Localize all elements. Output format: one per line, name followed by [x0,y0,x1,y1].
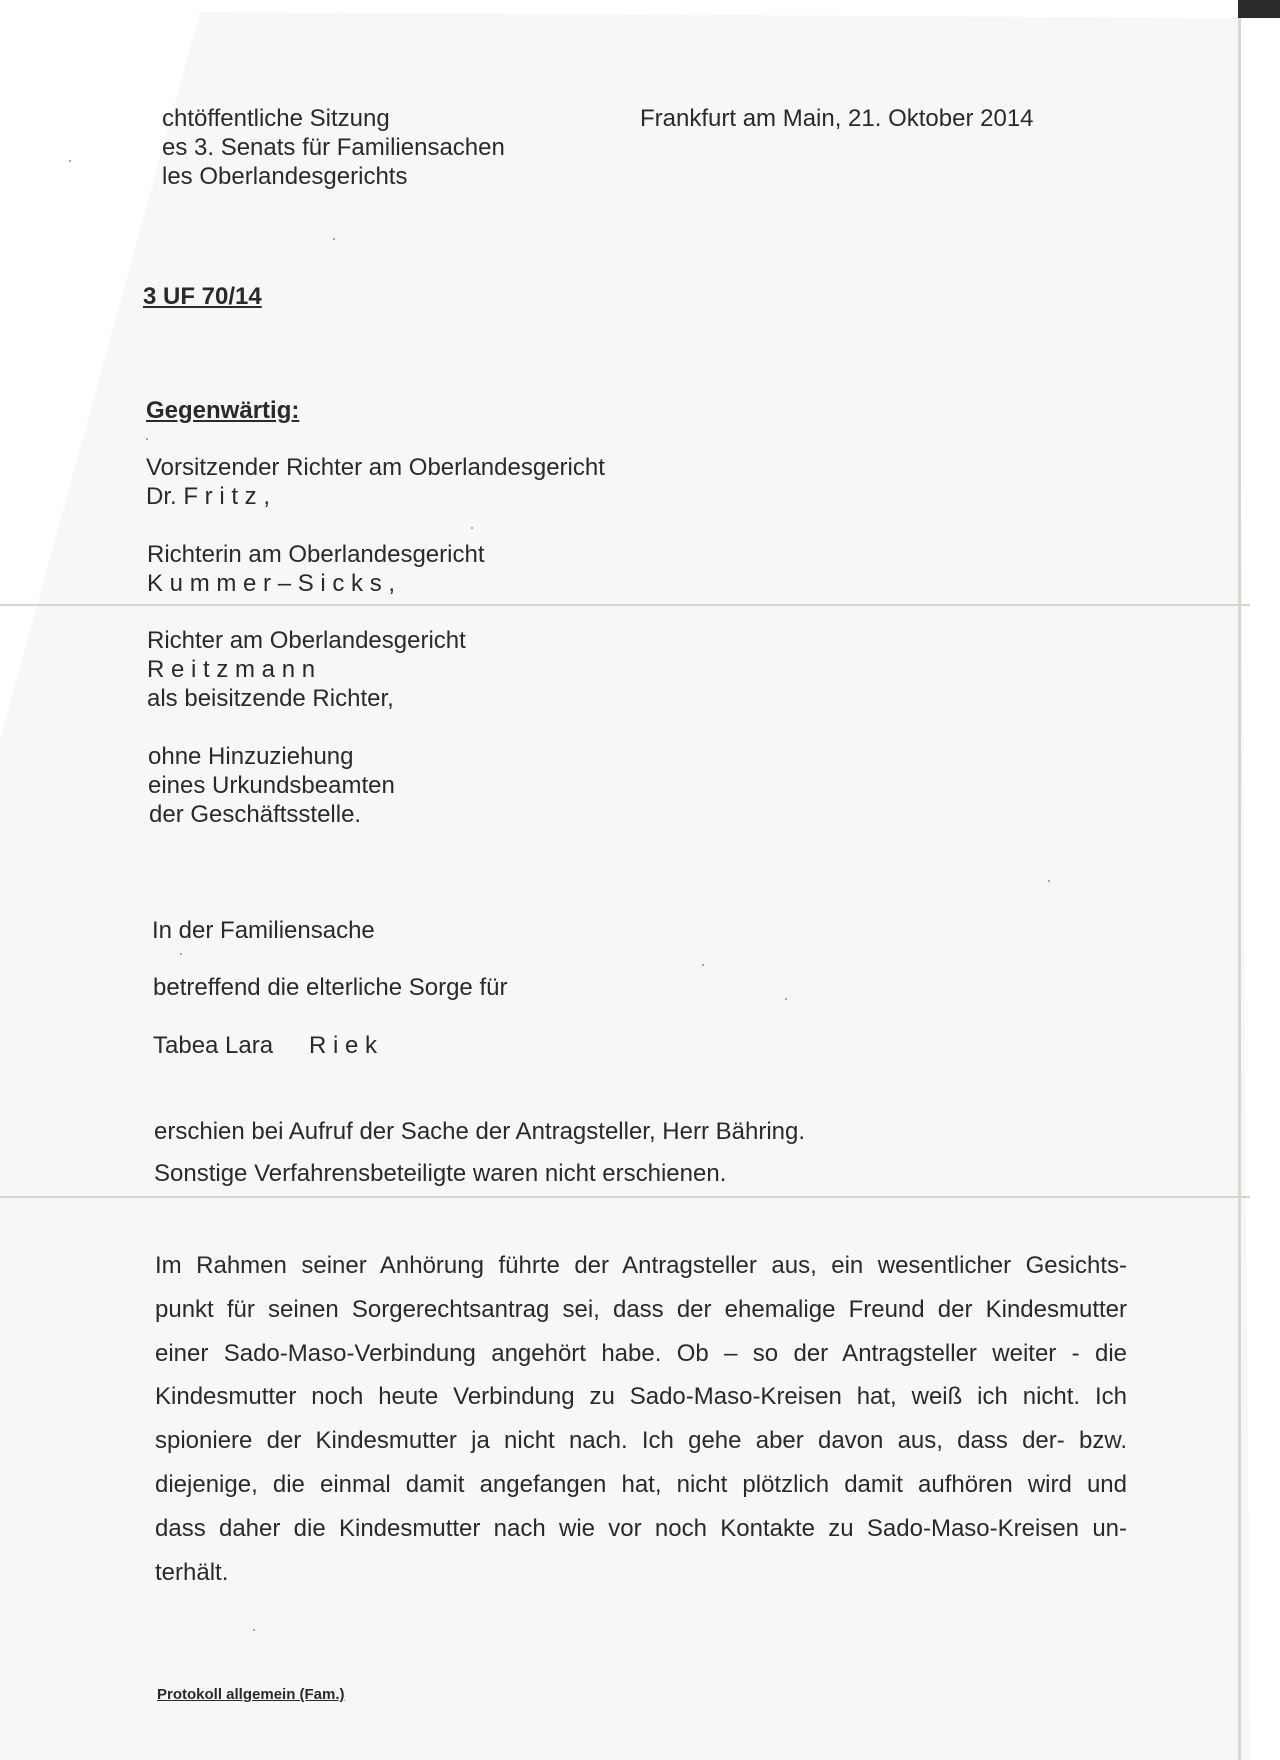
scan-speck [253,1629,255,1631]
judge-role: als beisitzende Richter, [147,685,394,712]
judge-name: R e i t z m a n n [147,656,316,683]
statement-paragraph [155,1244,1127,1594]
paper-right-edge [1238,18,1241,1760]
statement-line: einer Sado-Maso-Verbindung angehört habe. Ob – so der Antragsteller weiter - die [155,1339,1127,1367]
judge-name: Dr. F r i t z , [146,483,270,510]
attendance-line: erschien bei Aufruf der Sache der Antragsteller, Herr Bähring. [154,1118,806,1145]
judge-name: K u m m e r – S i c k s , [147,570,396,597]
present-heading: Gegenwärtig: [146,397,300,424]
scan-speck [785,998,787,1000]
judge-title: Richter am Oberlandesgericht [147,627,466,654]
scan-speck [69,160,71,162]
form-footer-label: Protokoll allgemein (Fam.) [157,1686,345,1703]
scan-speck [146,438,148,440]
child-last-name: R i e k [309,1032,378,1059]
scan-speck [333,238,335,240]
court-header-line: les Oberlandesgerichts [162,163,408,190]
scan-speck [180,953,182,955]
court-header-line: es 3. Senats für Familiensachen [162,134,505,161]
court-header-line: chtöffentliche Sitzung [162,105,390,132]
scan-speck [1048,880,1050,882]
fold-line-upper [0,604,1250,606]
clerk-note-line: eines Urkundsbeamten [148,772,395,799]
judge-title: Richterin am Oberlandesgericht [147,541,485,568]
statement-line: dass daher die Kindesmutter nach wie vor noch Kontakte zu Sado-Maso-Kreisen un- [155,1514,1127,1542]
scan-speck [471,527,473,529]
clerk-note-line: der Geschäftsstelle. [149,801,362,828]
matter-line: betreffend die elterliche Sorge für [153,974,508,1001]
clerk-note-line: ohne Hinzuziehung [148,743,354,770]
fold-line-lower [0,1196,1250,1198]
case-number: 3 UF 70/14 [143,283,262,310]
attendance-line: Sonstige Verfahrensbeteiligte waren nicht erschienen. [154,1160,727,1187]
scan-corner-shadow [1238,0,1280,18]
place-and-date: Frankfurt am Main, 21. Oktober 2014 [640,105,1034,132]
statement-line: spioniere der Kindesmutter ja nicht nach. Ich gehe aber davon aus, dass der- bzw. [155,1427,1127,1455]
statement-line: diejenige, die einmal damit angefangen hat, nicht plötzlich damit aufhören wird und [155,1470,1127,1498]
scan-speck [702,964,704,966]
statement-line: Kindesmutter noch heute Verbindung zu Sado-Maso-Kreisen hat, weiß ich nicht. Ich [155,1383,1127,1411]
statement-line: Im Rahmen seiner Anhörung führte der Antragsteller aus, ein wesentlicher Gesichts- [155,1252,1127,1279]
child-first-names: Tabea Lara [153,1032,274,1059]
matter-line: In der Familiensache [152,917,375,944]
court-header [162,104,562,191]
statement-line: punkt für seinen Sorgerechtsantrag sei, dass der ehemalige Freund der Kindesmutter [155,1295,1127,1323]
judge-title: Vorsitzender Richter am Oberlandesgericht [146,454,605,481]
statement-line: terhält. [155,1558,229,1586]
